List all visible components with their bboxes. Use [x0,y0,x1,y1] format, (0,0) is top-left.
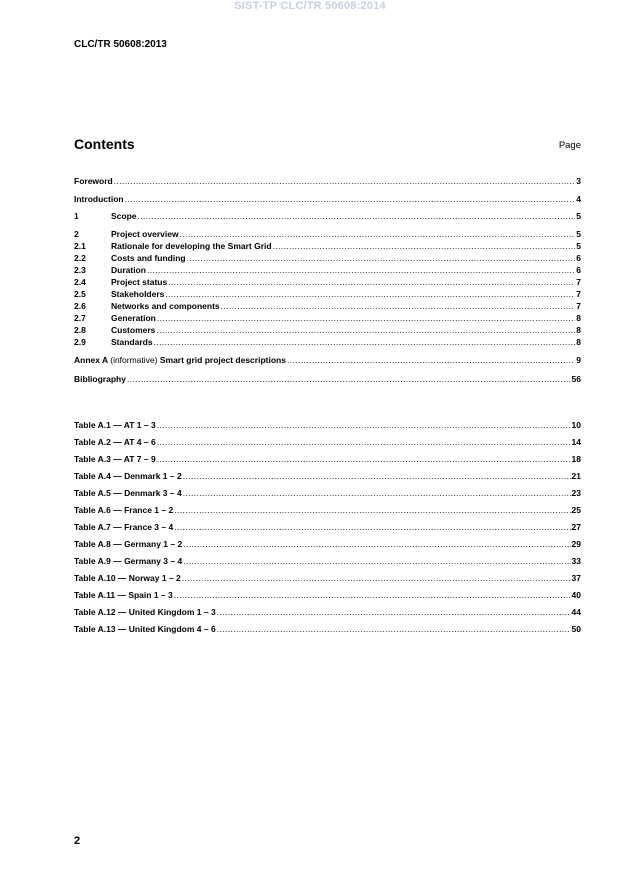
table-label: Table A.9 — Germany 3 – 4 [74,556,183,566]
toc-entry[interactable] [74,264,581,276]
table-list-entry[interactable] [74,538,581,550]
toc-entry[interactable] [74,210,581,222]
toc-label: Stakeholders [111,289,165,299]
toc-page: 56 [571,374,581,384]
table-list-entry[interactable] [74,487,581,499]
toc-entry[interactable] [74,240,581,252]
toc-entry[interactable] [74,193,581,205]
page-column-label: Page [558,140,581,151]
toc-label: Bibliography [74,374,126,384]
table-label: Table A.6 — France 1 – 2 [74,505,174,515]
toc-label: Scope [111,211,137,221]
table-page: 50 [571,624,581,634]
toc-number: 2.4 [74,277,86,287]
toc-label: Networks and components [111,301,220,311]
toc-number: 2.3 [74,265,86,275]
table-list-entry[interactable] [74,453,581,465]
toc-number: 2.6 [74,301,86,311]
toc-page: 7 [576,289,581,299]
table-page: 44 [571,607,581,617]
toc-number: 2.1 [74,241,86,251]
table-label: Table A.3 — AT 7 – 9 [74,454,156,464]
table-page: 29 [571,539,581,549]
table-label: Table A.10 — Norway 1 – 2 [74,573,181,583]
table-page: 18 [571,454,581,464]
table-page: 23 [571,488,581,498]
table-label: Table A.13 — United Kingdom 4 – 6 [74,624,216,634]
toc-label: Project overview [111,229,179,239]
table-list-entry[interactable] [74,606,581,618]
toc-entry[interactable] [74,300,581,312]
toc-page: 4 [576,194,581,204]
toc-number: 2.2 [74,253,86,263]
toc-entry[interactable] [74,324,581,336]
toc-entry[interactable] [74,276,581,288]
toc-page: 8 [576,325,581,335]
toc-label: Foreword [74,176,113,186]
table-label: Table A.5 — Denmark 3 – 4 [74,488,182,498]
toc-label: Rationale for developing the Smart Grid [111,241,272,251]
table-label: Table A.2 — AT 4 – 6 [74,437,156,447]
toc-entry[interactable] [74,175,581,187]
toc-page: 5 [576,211,581,221]
contents-title: Contents [74,136,135,152]
toc-entry[interactable] [74,228,581,240]
toc-page: 5 [576,241,581,251]
watermark: SIST-TP CLC/TR 50608:2014 [234,0,386,12]
table-page: 14 [571,437,581,447]
toc-page: 8 [576,313,581,323]
toc-label: Project status [111,277,168,287]
table-list-entry[interactable] [74,470,581,482]
toc-label: Customers [111,325,156,335]
toc-label: Duration [111,265,146,275]
toc-page: 6 [576,265,581,275]
table-list-entry[interactable] [74,555,581,567]
toc-entry[interactable] [74,288,581,300]
table-page: 27 [571,522,581,532]
table-list-entry[interactable] [74,589,581,601]
toc-page: 9 [576,355,581,365]
table-page: 40 [571,590,581,600]
toc-number: 1 [74,211,79,221]
toc-label: Introduction [74,194,124,204]
table-list-entry[interactable] [74,419,581,431]
table-label: Table A.7 — France 3 – 4 [74,522,174,532]
toc-number: 2.5 [74,289,86,299]
table-page: 10 [571,420,581,430]
toc-entry[interactable] [74,336,581,348]
toc-label: Standards [111,337,153,347]
table-page: 37 [571,573,581,583]
annex-qualifier: (informative) [110,355,158,365]
annex-prefix: Annex A [74,355,108,365]
toc-page: 3 [576,176,581,186]
page-number: 2 [74,835,81,847]
toc-number: 2.9 [74,337,86,347]
toc-entry-annex[interactable] [74,354,581,366]
toc-entry[interactable] [74,252,581,264]
table-list-entry[interactable] [74,572,581,584]
toc-page: 6 [576,253,581,263]
table-label: Table A.1 — AT 1 – 3 [74,420,156,430]
toc-page: 8 [576,337,581,347]
annex-title: Smart grid project descriptions [159,355,286,365]
table-list-entry[interactable] [74,521,581,533]
table-page: 25 [571,505,581,515]
toc-page: 7 [576,277,581,287]
toc-entry[interactable] [74,312,581,324]
toc-page: 5 [576,229,581,239]
table-list-entry[interactable] [74,436,581,448]
toc-number: 2 [74,229,79,239]
document-id: CLC/TR 50608:2013 [74,39,167,50]
toc-page: 7 [576,301,581,311]
table-label: Table A.4 — Denmark 1 – 2 [74,471,182,481]
table-label: Table A.11 — Spain 1 – 3 [74,590,173,600]
toc-number: 2.8 [74,325,86,335]
toc-label: Costs and funding [111,253,186,263]
table-page: 33 [571,556,581,566]
toc-label: Generation [111,313,156,323]
toc-entry-bibliography[interactable] [74,373,581,385]
toc-number: 2.7 [74,313,86,323]
table-page: 21 [571,471,581,481]
table-label: Table A.8 — Germany 1 – 2 [74,539,183,549]
table-list-entry[interactable] [74,504,581,516]
table-list-entry[interactable] [74,623,581,635]
table-label: Table A.12 — United Kingdom 1 – 3 [74,607,216,617]
